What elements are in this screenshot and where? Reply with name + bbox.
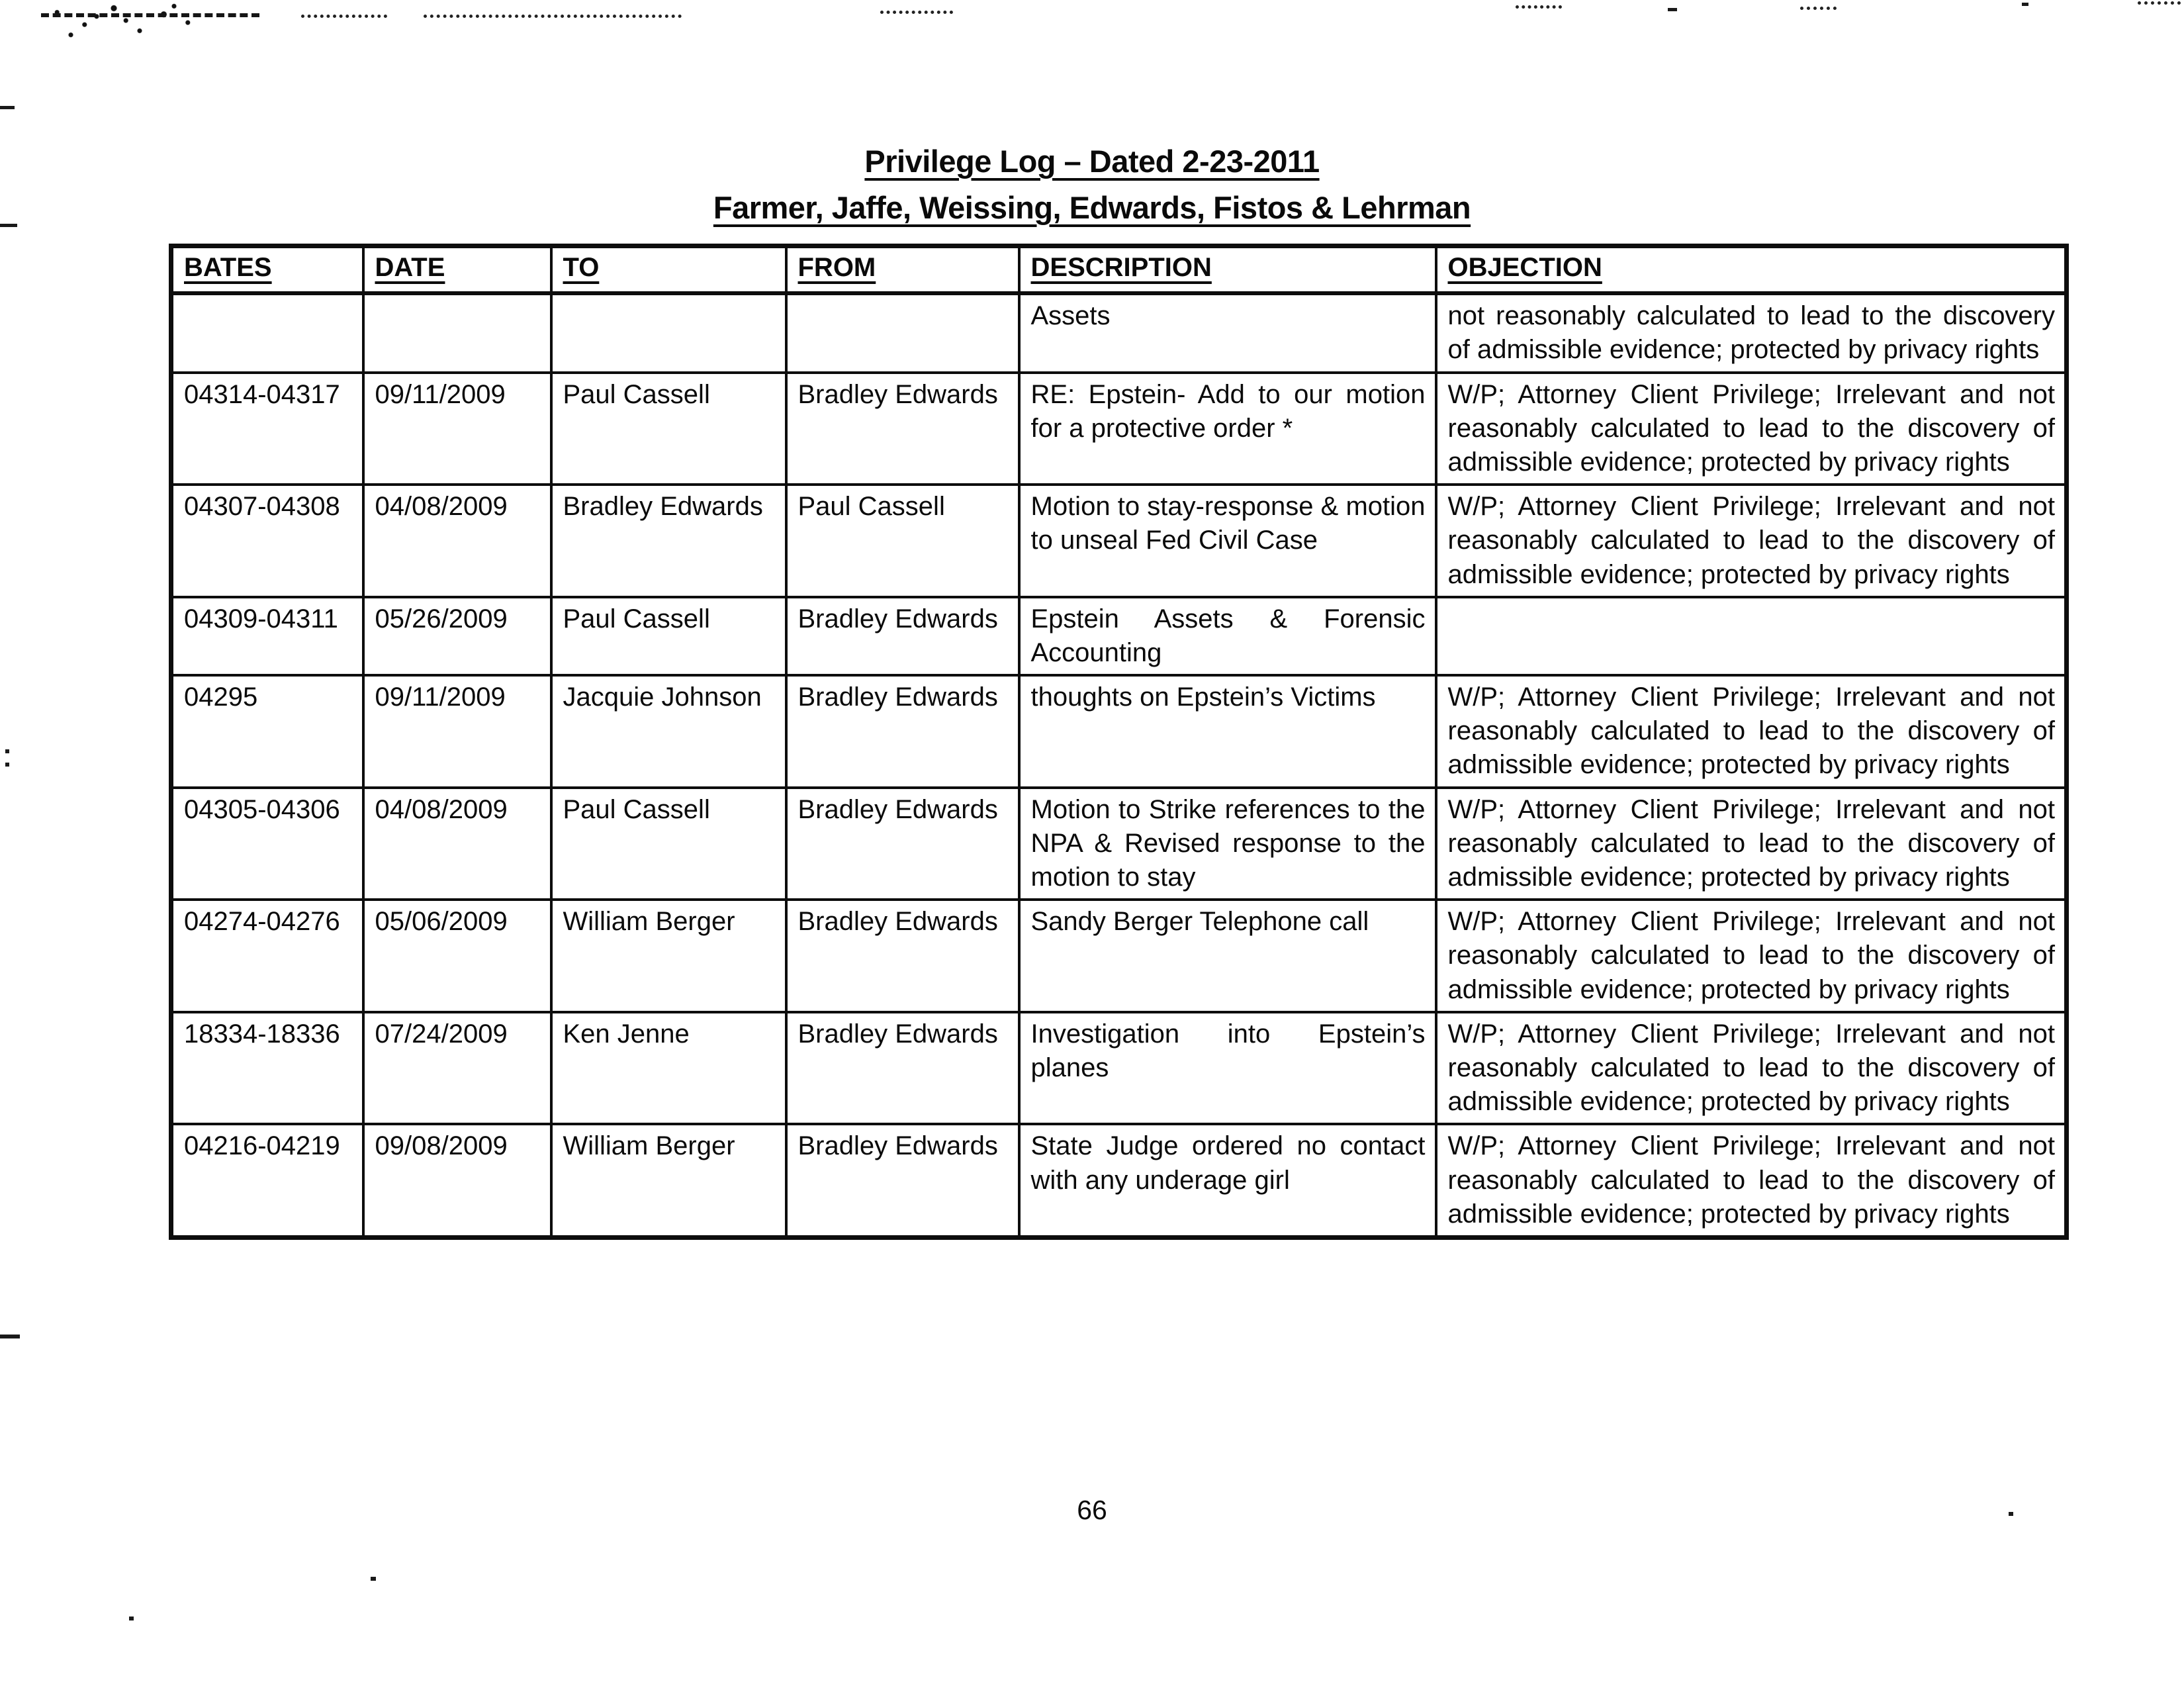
scan-artifact	[5, 763, 9, 767]
cell-bates: 04307-04308	[171, 485, 363, 597]
cell-objection: W/P; Attorney Client Privilege; Irrelevant and not reasonably calculated to lead to the discovery of admissible evidence; protected by privacy rights	[1436, 788, 2067, 900]
cell-to: Paul Cassell	[551, 597, 786, 675]
column-header-description: DESCRIPTION	[1019, 246, 1436, 294]
document-title-block	[0, 144, 2184, 224]
table-row	[171, 1012, 2067, 1125]
table-row	[171, 675, 2067, 788]
column-header-from: FROM	[786, 246, 1019, 294]
cell-from: Paul Cassell	[786, 485, 1019, 597]
cell-description: Assets	[1019, 293, 1436, 372]
column-header-objection: OBJECTION	[1436, 246, 2067, 294]
privilege-log-table	[169, 244, 2069, 1240]
cell-from	[786, 293, 1019, 372]
column-header-date: DATE	[363, 246, 551, 294]
cell-bates: 04305-04306	[171, 788, 363, 900]
cell-to: Paul Cassell	[551, 373, 786, 485]
scan-artifact	[129, 1617, 134, 1620]
cell-description: Investigation into Epstein’s planes	[1019, 1012, 1436, 1125]
cell-date	[363, 293, 551, 372]
scan-artifact	[1668, 8, 1677, 11]
cell-description: Epstein Assets & Forensic Accounting	[1019, 597, 1436, 675]
cell-bates: 04274-04276	[171, 900, 363, 1012]
privilege-table-body	[171, 293, 2067, 1237]
scan-artifact	[880, 11, 953, 14]
cell-date: 04/08/2009	[363, 485, 551, 597]
table-row	[171, 597, 2067, 675]
cell-date: 07/24/2009	[363, 1012, 551, 1125]
cell-bates: 04216-04219	[171, 1124, 363, 1237]
cell-objection: W/P; Attorney Client Privilege; Irrelevant and not reasonably calculated to lead to the discovery of admissible evidence; protected by privacy rights	[1436, 1012, 2067, 1125]
cell-description: thoughts on Epstein’s Victims	[1019, 675, 1436, 788]
scan-artifact	[0, 106, 15, 109]
column-header-to: TO	[551, 246, 786, 294]
cell-objection	[1436, 597, 2067, 675]
document-title: Privilege Log – Dated 2-23-2011	[864, 144, 1320, 179]
scan-artifact	[2138, 1, 2181, 5]
scan-artifact	[371, 1577, 376, 1581]
cell-to: Bradley Edwards	[551, 485, 786, 597]
header-row	[171, 246, 2067, 294]
cell-objection: W/P; Attorney Client Privilege; Irrelevant and not reasonably calculated to lead to the discovery of admissible evidence; protected by privacy rights	[1436, 1124, 2067, 1237]
cell-objection: not reasonably calculated to lead to the discovery of admissible evidence; protected by privacy rights	[1436, 293, 2067, 372]
cell-bates: 04314-04317	[171, 373, 363, 485]
cell-objection: W/P; Attorney Client Privilege; Irrelevant and not reasonably calculated to lead to the discovery of admissible evidence; protected by privacy rights	[1436, 373, 2067, 485]
cell-from: Bradley Edwards	[786, 1012, 1019, 1125]
cell-from: Bradley Edwards	[786, 597, 1019, 675]
cell-to: William Berger	[551, 900, 786, 1012]
column-header-bates: BATES	[171, 246, 363, 294]
cell-description: Motion to stay-response & motion to unseal Fed Civil Case	[1019, 485, 1436, 597]
cell-description: RE: Epstein- Add to our motion for a protective order *	[1019, 373, 1436, 485]
page-number: 66	[1077, 1495, 1107, 1525]
cell-to: Jacquie Johnson	[551, 675, 786, 788]
scan-artifact	[2022, 3, 2028, 6]
cell-objection: W/P; Attorney Client Privilege; Irrelevant and not reasonably calculated to lead to the discovery of admissible evidence; protected by privacy rights	[1436, 485, 2067, 597]
cell-from: Bradley Edwards	[786, 1124, 1019, 1237]
cell-to: Paul Cassell	[551, 788, 786, 900]
cell-description: Motion to Strike references to the NPA & Revised response to the motion to stay	[1019, 788, 1436, 900]
table-row	[171, 788, 2067, 900]
cell-to	[551, 293, 786, 372]
scan-noise-speckles	[36, 0, 208, 41]
table-row	[171, 1124, 2067, 1237]
scan-artifact	[301, 15, 387, 18]
cell-date: 05/26/2009	[363, 597, 551, 675]
cell-to: Ken Jenne	[551, 1012, 786, 1125]
table-row	[171, 293, 2067, 372]
cell-date: 05/06/2009	[363, 900, 551, 1012]
cell-date: 09/08/2009	[363, 1124, 551, 1237]
cell-date: 09/11/2009	[363, 675, 551, 788]
cell-from: Bradley Edwards	[786, 373, 1019, 485]
cell-bates: 18334-18336	[171, 1012, 363, 1125]
table-row	[171, 485, 2067, 597]
table-row	[171, 373, 2067, 485]
cell-description: State Judge ordered no contact with any underage girl	[1019, 1124, 1436, 1237]
cell-from: Bradley Edwards	[786, 900, 1019, 1012]
cell-date: 09/11/2009	[363, 373, 551, 485]
cell-bates	[171, 293, 363, 372]
scan-artifact	[0, 1335, 20, 1338]
cell-bates: 04309-04311	[171, 597, 363, 675]
scan-artifact	[5, 749, 9, 753]
cell-from: Bradley Edwards	[786, 788, 1019, 900]
cell-bates: 04295	[171, 675, 363, 788]
document-subtitle: Farmer, Jaffe, Weissing, Edwards, Fistos & Lehrman	[713, 189, 1471, 225]
cell-description: Sandy Berger Telephone call	[1019, 900, 1436, 1012]
scan-artifact	[1800, 7, 1837, 10]
scan-artifact	[1516, 5, 1562, 9]
cell-objection: W/P; Attorney Client Privilege; Irrelevant and not reasonably calculated to lead to the discovery of admissible evidence; protected by privacy rights	[1436, 675, 2067, 788]
cell-date: 04/08/2009	[363, 788, 551, 900]
cell-to: William Berger	[551, 1124, 786, 1237]
scan-artifact	[424, 15, 682, 18]
scan-artifact	[41, 13, 259, 17]
cell-from: Bradley Edwards	[786, 675, 1019, 788]
table-row	[171, 900, 2067, 1012]
cell-objection: W/P; Attorney Client Privilege; Irrelevant and not reasonably calculated to lead to the discovery of admissible evidence; protected by privacy rights	[1436, 900, 2067, 1012]
